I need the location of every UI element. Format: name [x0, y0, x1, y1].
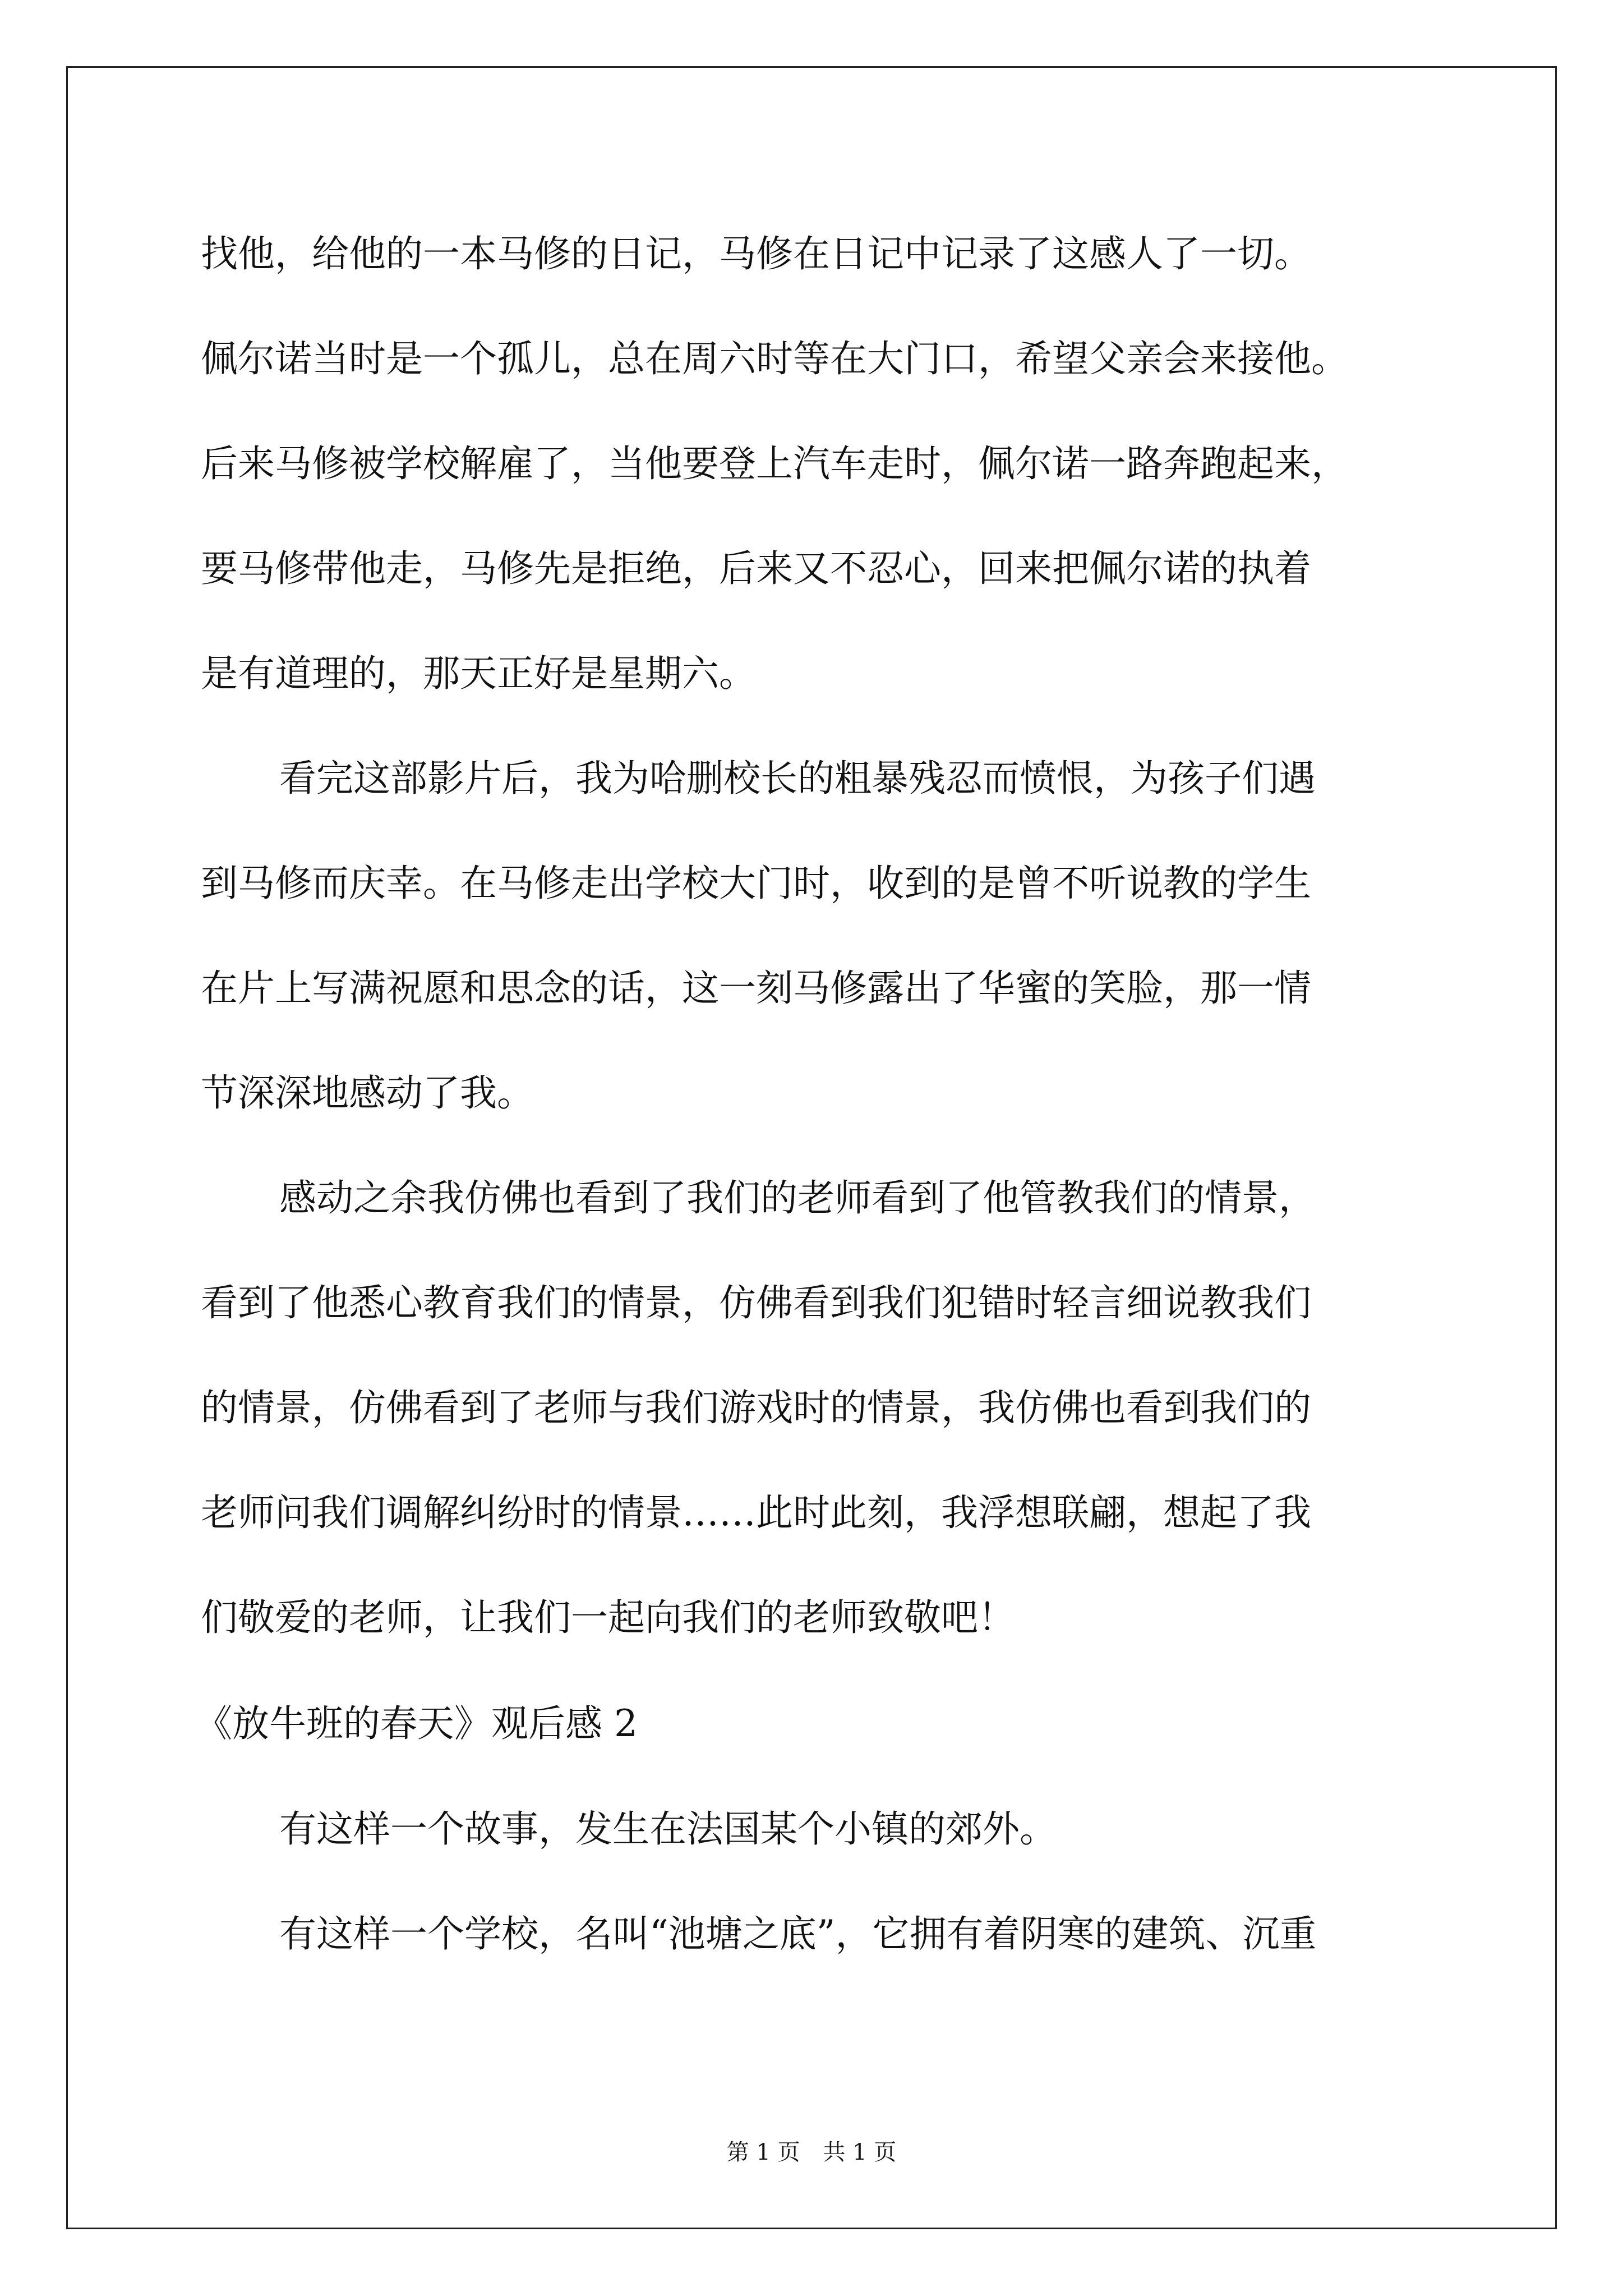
text-line: 找他，给他的一本马修的日记，马修在日记中记录了这感人了一切。 [201, 232, 1311, 275]
text-line: 是有道理的，那天正好是星期六。 [201, 652, 756, 695]
text-line: 老师问我们调解纠纷时的情景……此时此刻，我浮想联翩，想起了我 [201, 1491, 1311, 1534]
text-line: 到马修而庆幸。在马修走出学校大门时，收到的是曾不听说教的学生 [201, 862, 1311, 905]
text-line: 看完这部影片后，我为哈删校长的粗暴残忍而愤恨，为孩子们遇 [279, 757, 1316, 800]
text-line: 感动之余我仿佛也看到了我们的老师看到了他管教我们的情景， [279, 1176, 1316, 1220]
page-footer [0, 2141, 1623, 2164]
text-line: 的情景，仿佛看到了老师与我们游戏时的情景，我仿佛也看到我们的 [201, 1386, 1311, 1429]
page-number: 第 1 页 [726, 2139, 800, 2165]
text-line: 佩尔诺当时是一个孤儿，总在周六时等在大门口，希望父亲会来接他。 [201, 337, 1348, 380]
text-line: 看到了他悉心教育我们的情景，仿佛看到我们犯错时轻言细说教我们 [201, 1281, 1311, 1324]
text-line: 要马修带他走，马修先是拒绝，后来又不忍心，回来把佩尔诺的执着 [201, 547, 1311, 590]
text-line: 有这样一个故事，发生在法国某个小镇的郊外。 [279, 1807, 1057, 1851]
text-line: 后来马修被学校解雇了，当他要登上汽车走时，佩尔诺一路奔跑起来， [201, 442, 1348, 485]
text-line: 节深深地感动了我。 [201, 1071, 534, 1115]
text-line: 在片上写满祝愿和思念的话，这一刻马修露出了华蜜的笑脸，那一情 [201, 967, 1311, 1010]
text-line: 们敬爱的老师，让我们一起向我们的老师致敬吧！ [201, 1596, 1015, 1639]
text-line: 有这样一个学校，名叫“池塘之底”，它拥有着阴寒的建筑、沉重 [279, 1912, 1317, 1955]
page-border [66, 66, 1557, 2229]
page-total: 共 1 页 [823, 2139, 897, 2165]
section-heading: 《放牛班的春天》观后感 2 [195, 1702, 638, 1745]
